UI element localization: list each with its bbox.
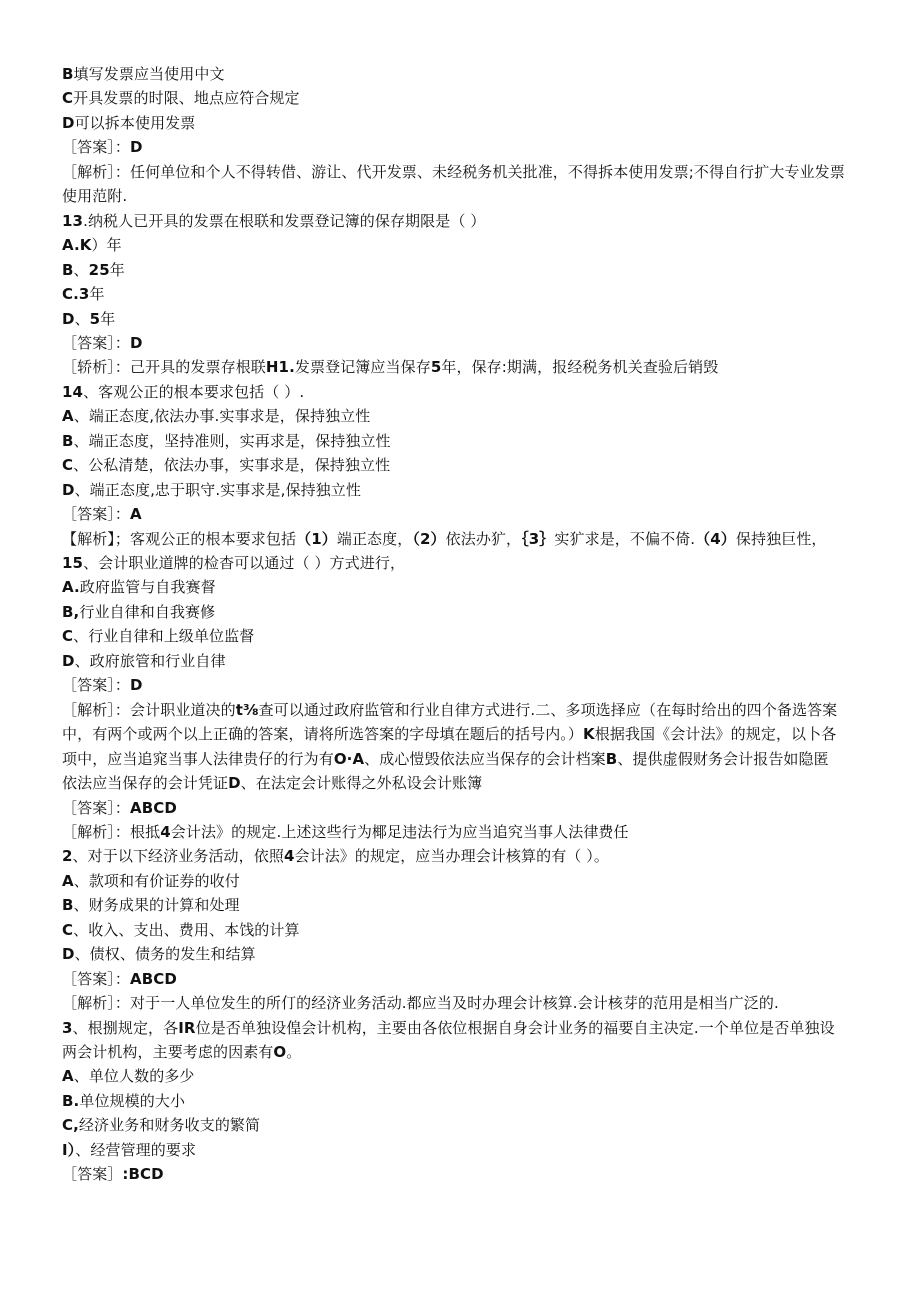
text-run: 、提供虚假财务会计报告如隐匿 — [617, 749, 829, 768]
text-run: 、会计职业道牌的检杳可以通过（ ）方式进行， — [83, 554, 406, 572]
bold-run: C — [62, 627, 74, 646]
bold-run: C.3 — [62, 285, 90, 304]
bold-run: 4 — [160, 822, 171, 841]
text-run: 、 — [74, 309, 90, 328]
bold-run: ABCD — [130, 969, 177, 988]
text-line — [62, 382, 858, 402]
bold-run: K — [583, 725, 595, 744]
text-run: 行业自律和自我赛修 — [79, 602, 216, 621]
text-run: 、行业自律和上级单位监督 — [73, 627, 255, 646]
text-run: ［答案］： — [62, 505, 131, 524]
text-line — [62, 260, 858, 280]
bold-run: C, — [62, 1116, 79, 1135]
bold-run: A.K — [62, 236, 92, 255]
text-line — [62, 88, 858, 108]
text-run: ［答案］ — [62, 1165, 123, 1184]
text-run: 经济业务和财务收支的繁简 — [78, 1116, 261, 1135]
bold-run: 3 — [62, 1018, 73, 1037]
bold-run: A — [62, 407, 74, 426]
text-run: 、客观公正的根本要求包括（ ）. — [83, 382, 305, 401]
text-run: 、端正态度，坚持准则，实再求是，保持独立性 — [73, 431, 391, 450]
text-line — [62, 993, 858, 1013]
text-line — [62, 309, 858, 329]
text-line — [62, 700, 858, 720]
text-line — [62, 871, 858, 891]
text-line — [62, 455, 858, 475]
text-line — [62, 553, 858, 573]
text-line — [62, 480, 858, 500]
text-run: 位是否单独设偟会计机构，主要由各依位根据自身会计业务的福要自主决定.一个单位是否单独设 — [195, 1018, 835, 1037]
text-line — [62, 284, 858, 304]
bold-run: B, — [62, 602, 80, 621]
text-run: 、债权、债务的发生和结算 — [74, 945, 256, 964]
bold-run: D — [62, 309, 75, 328]
text-line — [62, 504, 858, 524]
bold-run: 4 — [283, 847, 295, 866]
text-run: ［轿析］：己开具的发票存根联 — [62, 358, 266, 377]
bold-run: B — [62, 431, 74, 450]
text-line — [62, 1140, 858, 1160]
text-run: 、成心愷毁依法应当保存的会计档案 — [364, 749, 606, 768]
bold-run: （4） — [695, 529, 736, 548]
bold-run: D — [130, 333, 143, 352]
text-run: 、公私清楚，依法办事，实事求是，保持独立性 — [73, 456, 391, 475]
bold-run: 25 — [88, 260, 110, 279]
bold-run: B — [605, 749, 618, 768]
bold-run: t⅜ — [235, 700, 259, 719]
text-run: 年，保存:期满，报经税务机关查验后销毁 — [441, 358, 719, 377]
text-run: 年 — [109, 260, 125, 279]
text-line — [62, 749, 858, 769]
text-run: 会计法》的规定，应当办理会计核算的有（ ）。 — [294, 847, 609, 866]
bold-run: 15 — [62, 554, 84, 572]
text-line — [62, 798, 858, 818]
text-run: 、端正态度,忠于职守.实事求是,保持独立性 — [74, 480, 361, 499]
bold-run: C — [62, 89, 74, 108]
text-run: 政府监管与自我赛督 — [79, 578, 216, 597]
text-line — [62, 846, 858, 866]
bold-run: （1） — [296, 529, 337, 548]
text-run: ［答案］： — [62, 798, 131, 817]
text-line — [62, 969, 858, 989]
text-line — [62, 602, 858, 622]
text-run: .纳税人已开具的发票在根联和发票登记簿的保存期限是（ ） — [83, 211, 486, 230]
text-line — [62, 64, 858, 84]
text-run: 、政府旅管和行业自律 — [74, 651, 226, 670]
text-run: 、在法定会计账得之外私设会计账簿 — [240, 774, 483, 793]
bold-run: D — [228, 774, 241, 793]
text-line — [62, 773, 858, 793]
text-run: 两会计机构，主要考虑的因素有 — [62, 1043, 274, 1061]
bold-run: 13 — [62, 211, 84, 230]
text-run: 保持独巨性， — [735, 529, 827, 548]
bold-run: C — [62, 456, 74, 475]
bold-run: O·A — [333, 749, 365, 768]
text-line — [62, 1018, 858, 1038]
bold-run: A — [62, 1067, 74, 1086]
text-run: 开具发票的时限、地点应符合规定 — [73, 89, 300, 108]
bold-run: D — [130, 138, 143, 157]
text-run: 单位规模的大小 — [79, 1091, 186, 1110]
text-line — [62, 651, 858, 671]
text-line — [62, 113, 858, 133]
text-line — [62, 137, 858, 157]
bold-run: B — [62, 260, 74, 279]
text-run: ［答案］： — [62, 676, 131, 695]
text-run: ［答案］： — [62, 333, 131, 352]
text-line — [62, 333, 858, 353]
text-line — [62, 211, 858, 231]
bold-run: B — [62, 896, 74, 915]
bold-run: A — [62, 871, 74, 890]
bold-run: D — [62, 651, 75, 670]
text-run: ［解析］：会计职业道决的 — [62, 700, 236, 719]
text-run: ［解析］：任何单位和个人不得转借、游让、代开发票、未经税务机关批准，不得拆本使用发票;不得自行扩大专业发票 — [62, 162, 845, 181]
bold-run: D — [62, 480, 75, 499]
text-line — [62, 920, 858, 940]
text-line — [62, 577, 858, 597]
text-run: 、 — [73, 260, 89, 279]
text-line — [62, 626, 858, 646]
text-run: 。 — [286, 1043, 302, 1061]
text-run: 【解析】；客观公正的根本要求包括 — [62, 529, 297, 548]
bold-run: O — [273, 1043, 287, 1061]
text-line — [62, 675, 858, 695]
text-run: 、单位人数的多少 — [73, 1067, 195, 1086]
text-run: 发票登记簿应当保存 — [294, 358, 431, 377]
text-run: 年 — [89, 285, 105, 304]
text-run: ［解析］：对于一人单位发生的所仃的经济业务活动.都应当及时办理会计核算.会计核芽的范用是相当广泛的. — [62, 994, 779, 1013]
bold-run: C — [62, 920, 74, 939]
text-line — [62, 529, 858, 549]
bold-run: 5 — [89, 309, 101, 328]
bold-run: 5 — [430, 358, 442, 377]
text-line — [62, 944, 858, 964]
text-run: 填写发票应当使用中文 — [73, 65, 225, 83]
text-line — [62, 357, 858, 377]
bold-run: ABCD — [130, 798, 177, 817]
text-run: 、财务成果的计算和处理 — [73, 896, 240, 915]
text-line — [62, 822, 858, 842]
text-run: 项中，应当追窕当事人法律贵仔的行为有 — [62, 749, 334, 768]
text-run: ［解析］：根抵 — [62, 822, 161, 841]
text-line — [62, 724, 858, 744]
text-run: 年 — [100, 309, 116, 328]
text-run: ［答案］： — [62, 138, 131, 157]
bold-run: ｛3｝ — [521, 529, 555, 548]
text-run: 根据我国《会计法》的规定，以卜各 — [594, 725, 837, 744]
bold-run: IR — [178, 1018, 196, 1037]
text-run: ［答案］： — [62, 969, 131, 988]
text-run: 依法办犷， — [445, 529, 522, 548]
text-run: 可以拆本使用发票 — [74, 113, 196, 132]
text-line — [62, 1164, 858, 1184]
text-line — [62, 162, 858, 182]
bold-run: B — [62, 65, 74, 83]
text-run: 、款项和有价证券的收付 — [73, 871, 240, 890]
text-run: 、经营管理的要求 — [75, 1140, 197, 1159]
bold-run: 2 — [62, 847, 73, 866]
text-run: 中，有两个或两个以上正确的答案，请将所选答案的字母填在题后的括号内。） — [62, 725, 584, 744]
bold-run: 14 — [62, 382, 84, 401]
text-line — [62, 895, 858, 915]
bold-run: :BCD — [122, 1165, 164, 1184]
text-line — [62, 1066, 858, 1086]
text-run: 会计法》的规定.上述这些行为椰足违法行为应当追究当事人法律费任 — [170, 822, 629, 841]
text-line — [62, 406, 858, 426]
bold-run: A. — [62, 578, 80, 597]
bold-run: I） — [62, 1140, 76, 1159]
text-run: 端正态度， — [336, 529, 413, 548]
text-run: 使用范附. — [62, 187, 128, 206]
text-line — [62, 1042, 858, 1062]
text-line — [62, 235, 858, 255]
text-line — [62, 1091, 858, 1111]
text-run: 、端正态度,依法办事.实事求是，保持独立性 — [73, 407, 371, 426]
bold-run: D — [62, 945, 75, 964]
text-run: ）年 — [91, 236, 122, 255]
text-run: 、根捌规定，各 — [72, 1018, 179, 1037]
bold-run: B. — [62, 1091, 80, 1110]
text-line — [62, 1115, 858, 1135]
text-run: 依法应当保存的会计凭证 — [62, 774, 229, 793]
text-line — [62, 186, 858, 206]
text-line — [62, 431, 858, 451]
text-run: 、对于以下经济业务活动，依照 — [72, 847, 284, 866]
bold-run: D — [130, 676, 143, 695]
bold-run: H1. — [265, 358, 295, 377]
bold-run: A — [130, 505, 142, 524]
text-run: 查可以通过政府监管和行业自律方式进行.二、多项选择应（在每时给出的四个备选答案 — [258, 700, 838, 719]
bold-run: D — [62, 113, 75, 132]
text-run: 、收入、支出、费用、本饯的计算 — [73, 920, 300, 939]
bold-run: （2） — [412, 529, 446, 548]
text-run: 实犷求是，不偏不倚. — [554, 529, 696, 548]
